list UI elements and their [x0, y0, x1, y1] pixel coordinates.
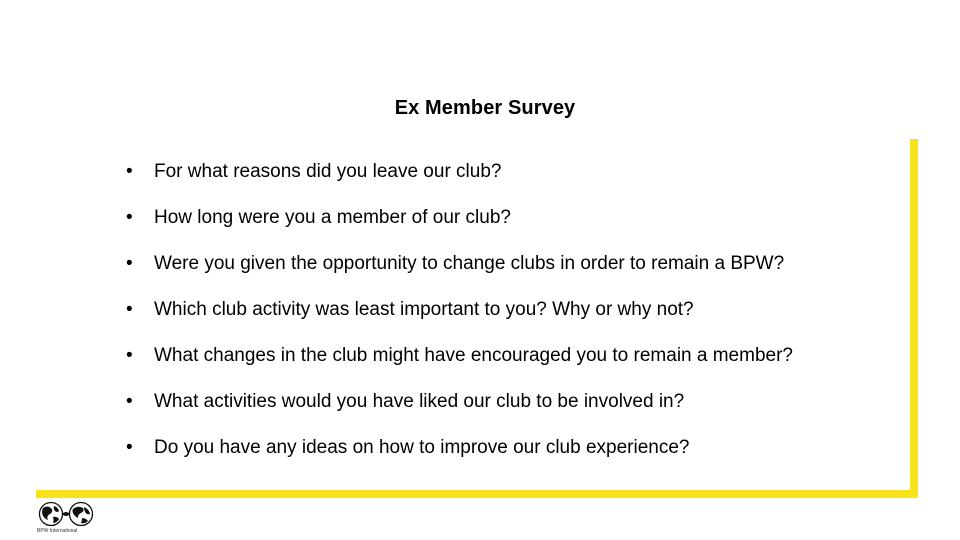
accent-frame-right — [910, 139, 918, 498]
bullet-glyph: • — [126, 253, 133, 274]
slide-title: Ex Member Survey — [394, 97, 576, 119]
bullet-text: For what reasons did you leave our club? — [154, 161, 502, 182]
logo-caption: BPW International — [37, 528, 78, 534]
bullet-text: Were you given the opportunity to change clubs in order to remain a BPW? — [154, 253, 785, 274]
bullet-text: Do you have any ideas on how to improve our club experience? — [154, 437, 690, 458]
bullet-text: What activities would you have liked our club to be involved in? — [154, 391, 685, 412]
globe-icon — [36, 500, 96, 530]
bullet-text: Which club activity was least important to you? Why or why not? — [154, 299, 694, 320]
bullet-glyph: • — [126, 437, 133, 458]
bullet-text: How long were you a member of our club? — [154, 207, 511, 228]
bullet-glyph: • — [126, 299, 133, 320]
bullet-glyph: • — [126, 391, 133, 412]
bullet-glyph: • — [126, 345, 133, 366]
accent-frame-bottom — [36, 490, 918, 498]
bullet-glyph: • — [126, 161, 133, 182]
bullet-text: What changes in the club might have encouraged you to remain a member? — [154, 345, 793, 366]
bullet-glyph: • — [126, 207, 133, 228]
